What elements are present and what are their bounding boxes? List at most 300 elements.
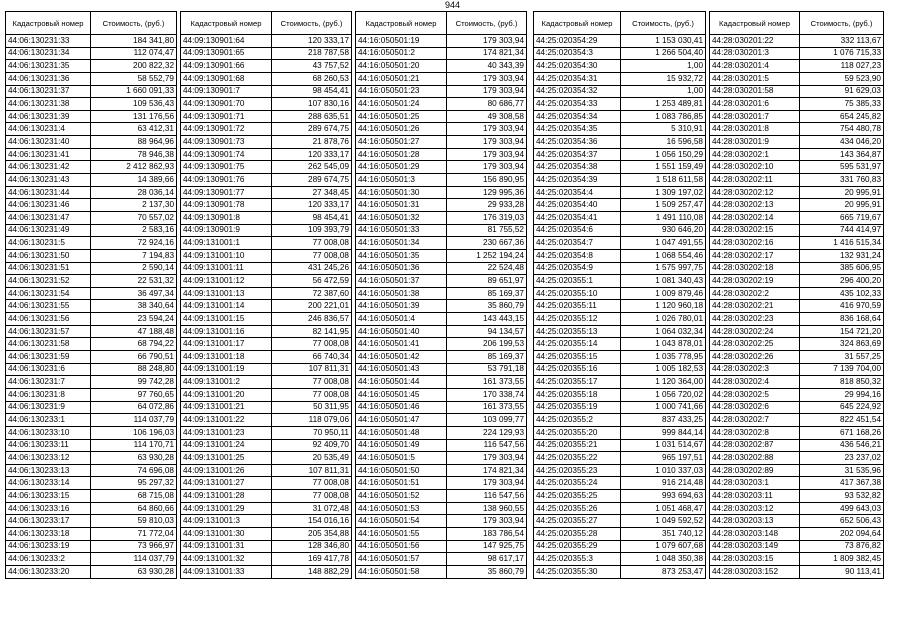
table-row [181, 287, 352, 300]
cadastral-number-cell: 44:16:050501:31 [356, 199, 447, 212]
table-row [534, 502, 706, 515]
cost-cell: 120 333,17 [272, 35, 352, 48]
cost-cell: 107 811,31 [272, 464, 352, 477]
cadastral-number-cell: 44:09:131001:15 [181, 313, 272, 326]
cadastral-number-cell: 44:06:130233:17 [6, 515, 91, 528]
cadastral-number-cell: 44:28:030202:14 [710, 211, 800, 224]
cost-cell: 93 532,82 [800, 490, 884, 503]
table-header-row [356, 12, 527, 35]
cost-cell: 21 878,76 [272, 136, 352, 149]
cadastral-number-cell: 44:25:020355:18 [534, 388, 621, 401]
cadastral-number-cell: 44:16:050501:25 [356, 110, 447, 123]
table-row [6, 515, 177, 528]
cadastral-number-cell: 44:06:130233:16 [6, 502, 91, 515]
cost-cell: 2 412 862,93 [91, 161, 177, 174]
cost-cell: 47 188,48 [91, 325, 177, 338]
cost-cell: 1,00 [621, 85, 706, 98]
cadastral-number-cell: 44:25:020355:12 [534, 313, 621, 326]
table-row [6, 376, 177, 389]
cost-cell: 71 772,04 [91, 527, 177, 540]
table-row [6, 110, 177, 123]
cadastral-number-cell: 44:09:130901:8 [181, 211, 272, 224]
cadastral-number-cell: 44:25:020354:9 [534, 262, 621, 275]
cost-cell: 179 303,94 [447, 161, 527, 174]
cadastral-number-cell: 44:09:131001:21 [181, 401, 272, 414]
cadastral-number-cell: 44:16:050501:53 [356, 502, 447, 515]
cadastral-number-cell: 44:25:020355:1 [534, 275, 621, 288]
cost-cell: 179 303,94 [447, 452, 527, 465]
cost-cell: 200 221,01 [272, 300, 352, 313]
cost-cell: 179 303,94 [447, 123, 527, 136]
cadastral-number-cell: 44:25:020354:29 [534, 35, 621, 48]
cost-cell: 112 074,47 [91, 47, 177, 60]
cost-cell: 80 686,77 [447, 98, 527, 111]
cadastral-number-cell: 44:06:130231:39 [6, 110, 91, 123]
cost-cell: 88 964,96 [91, 136, 177, 149]
cadastral-number-cell: 44:09:131001:20 [181, 388, 272, 401]
table-row [356, 224, 527, 237]
table-row [181, 313, 352, 326]
table-row [181, 237, 352, 250]
cadastral-number-cell: 44:16:050501:29 [356, 161, 447, 174]
cost-cell: 645 224,92 [800, 401, 884, 414]
cost-cell: 818 850,32 [800, 376, 884, 389]
cadastral-number-cell: 44:06:130233:11 [6, 439, 91, 452]
cost-cell: 822 451,54 [800, 414, 884, 427]
table-row [181, 452, 352, 465]
cost-cell: 183 786,54 [447, 527, 527, 540]
table-row [356, 136, 527, 149]
cadastral-number-cell: 44:16:050501:41 [356, 338, 447, 351]
table-row [534, 388, 706, 401]
cadastral-number-cell: 44:25:020354:36 [534, 136, 621, 149]
cost-cell: 90 113,41 [800, 565, 884, 578]
cadastral-number-cell: 44:28:030202:17 [710, 249, 800, 262]
cadastral-table-5 [709, 11, 884, 579]
cadastral-number-cell: 44:28:030202:12 [710, 186, 800, 199]
cost-cell: 930 646,20 [621, 224, 706, 237]
cadastral-number-cell: 44:06:130231:41 [6, 148, 91, 161]
cost-cell: 98 454,41 [272, 85, 352, 98]
cost-cell: 262 545,09 [272, 161, 352, 174]
cadastral-number-cell: 44:16:050501:19 [356, 35, 447, 48]
cadastral-number-cell: 44:25:020355:27 [534, 515, 621, 528]
table-row [356, 376, 527, 389]
cost-cell: 148 882,29 [272, 565, 352, 578]
cost-cell: 63 930,28 [91, 565, 177, 578]
cadastral-number-cell: 44:25:020354:32 [534, 85, 621, 98]
cost-cell: 23 594,24 [91, 313, 177, 326]
cost-cell: 81 755,52 [447, 224, 527, 237]
cost-cell: 1 079 607,68 [621, 540, 706, 553]
cadastral-number-cell: 44:06:130233:1 [6, 414, 91, 427]
cost-cell: 179 303,94 [447, 477, 527, 490]
table-row [710, 490, 884, 503]
table-header-row [710, 12, 884, 35]
cost-cell: 98 454,41 [272, 211, 352, 224]
cadastral-number-cell: 44:06:130233:10 [6, 426, 91, 439]
cost-cell: 31 535,96 [800, 464, 884, 477]
table-row [6, 174, 177, 187]
table-row [356, 148, 527, 161]
table-row [356, 452, 527, 465]
cost-cell: 1 518 611,58 [621, 174, 706, 187]
table-row [181, 464, 352, 477]
cadastral-number-cell: 44:28:030201:58 [710, 85, 800, 98]
cost-cell: 64 860,66 [91, 502, 177, 515]
table-row [710, 136, 884, 149]
cadastral-number-cell: 44:16:050501:57 [356, 553, 447, 566]
table-row [710, 224, 884, 237]
cost-cell: 417 367,38 [800, 477, 884, 490]
table-row [356, 401, 527, 414]
table-row [6, 439, 177, 452]
table-row [181, 300, 352, 313]
cost-cell: 64 072,86 [91, 401, 177, 414]
cadastral-number-cell: 44:16:050501:43 [356, 363, 447, 376]
cost-cell: 179 303,94 [447, 136, 527, 149]
cadastral-number-cell: 44:06:130231:36 [6, 72, 91, 85]
table-row [356, 414, 527, 427]
table-row [710, 237, 884, 250]
cost-cell: 154 721,20 [800, 325, 884, 338]
table-row [534, 300, 706, 313]
table-row [710, 174, 884, 187]
cost-cell: 1 000 741,66 [621, 401, 706, 414]
cadastral-number-cell: 44:25:020354:3 [534, 47, 621, 60]
table-row [356, 338, 527, 351]
cadastral-number-cell: 44:09:130901:70 [181, 98, 272, 111]
cost-cell: 206 199,53 [447, 338, 527, 351]
table-row [356, 388, 527, 401]
cost-cell: 27 348,45 [272, 186, 352, 199]
cadastral-number-cell: 44:16:050501:40 [356, 325, 447, 338]
cost-cell: 106 196,03 [91, 426, 177, 439]
cost-cell: 129 995,36 [447, 186, 527, 199]
cadastral-number-cell: 44:28:030201:9 [710, 136, 800, 149]
cadastral-number-cell: 44:16:050501:3 [356, 174, 447, 187]
table-row [534, 338, 706, 351]
cadastral-number-cell: 44:09:131001:18 [181, 351, 272, 364]
header-cost: Стоимость, (руб.) [91, 12, 177, 35]
cost-cell: 77 008,08 [272, 388, 352, 401]
table-row [534, 148, 706, 161]
cost-cell: 200 822,32 [91, 60, 177, 73]
header-cadastral-number: Кадастровый номер [534, 12, 621, 35]
cost-cell: 7 194,83 [91, 249, 177, 262]
cadastral-number-cell: 44:16:050501:51 [356, 477, 447, 490]
cadastral-number-cell: 44:06:130231:46 [6, 199, 91, 212]
cadastral-number-cell: 44:09:130901:9 [181, 224, 272, 237]
cadastral-number-cell: 44:09:131001:23 [181, 426, 272, 439]
cost-cell: 1 416 515,34 [800, 237, 884, 250]
cost-cell: 246 836,57 [272, 313, 352, 326]
cadastral-number-cell: 44:09:131001:13 [181, 287, 272, 300]
cost-cell: 91 629,03 [800, 85, 884, 98]
cadastral-number-cell: 44:28:030202:2 [710, 287, 800, 300]
table-row [534, 439, 706, 452]
cadastral-number-cell: 44:25:020354:33 [534, 98, 621, 111]
table-row [181, 515, 352, 528]
table-row [181, 98, 352, 111]
cost-cell: 59 810,03 [91, 515, 177, 528]
cadastral-number-cell: 44:28:030202:19 [710, 275, 800, 288]
cost-cell: 66 790,51 [91, 351, 177, 364]
table-row [534, 401, 706, 414]
cadastral-number-cell: 44:28:030202:23 [710, 313, 800, 326]
cost-cell: 23 237,02 [800, 452, 884, 465]
table-row [534, 477, 706, 490]
table-row [181, 123, 352, 136]
table-row [710, 515, 884, 528]
cost-cell: 1 266 504,40 [621, 47, 706, 60]
cost-cell: 107 811,31 [272, 363, 352, 376]
cost-cell: 836 168,64 [800, 313, 884, 326]
header-cost: Стоимость, (руб.) [621, 12, 706, 35]
cost-cell: 107 830,16 [272, 98, 352, 111]
cost-cell: 1 056 150,29 [621, 148, 706, 161]
cost-cell: 59 523,90 [800, 72, 884, 85]
table-row [534, 452, 706, 465]
table-row [356, 275, 527, 288]
cost-cell: 118 079,06 [272, 414, 352, 427]
cadastral-number-cell: 44:25:020355:26 [534, 502, 621, 515]
cadastral-number-cell: 44:09:130901:75 [181, 161, 272, 174]
cadastral-number-cell: 44:25:020355:11 [534, 300, 621, 313]
cost-cell: 435 102,33 [800, 287, 884, 300]
cost-cell: 138 960,55 [447, 502, 527, 515]
cadastral-number-cell: 44:09:131001:2 [181, 376, 272, 389]
cadastral-number-cell: 44:16:050501:42 [356, 351, 447, 364]
cadastral-number-cell: 44:28:030203:12 [710, 502, 800, 515]
table-row [356, 540, 527, 553]
table-row [710, 376, 884, 389]
cadastral-number-cell: 44:25:020355:25 [534, 490, 621, 503]
cadastral-number-cell: 44:25:020355:2 [534, 414, 621, 427]
cadastral-number-cell: 44:25:020355:15 [534, 351, 621, 364]
cost-cell: 1 551 159,49 [621, 161, 706, 174]
cost-cell: 77 008,08 [272, 376, 352, 389]
cost-cell: 1 076 715,33 [800, 47, 884, 60]
cadastral-number-cell: 44:25:020354:41 [534, 211, 621, 224]
cadastral-number-cell: 44:25:020354:35 [534, 123, 621, 136]
table-row [6, 237, 177, 250]
cadastral-number-cell: 44:09:131001:31 [181, 540, 272, 553]
cadastral-number-cell: 44:09:131001:16 [181, 325, 272, 338]
cost-cell: 332 113,67 [800, 35, 884, 48]
cost-cell: 98 617,17 [447, 553, 527, 566]
cost-cell: 40 343,39 [447, 60, 527, 73]
table-row [710, 262, 884, 275]
cost-cell: 156 890,95 [447, 174, 527, 187]
cost-cell: 89 651,97 [447, 275, 527, 288]
table-row [710, 148, 884, 161]
cost-cell: 29 933,28 [447, 199, 527, 212]
cost-cell: 224 129,93 [447, 426, 527, 439]
table-row [6, 148, 177, 161]
table-row [356, 464, 527, 477]
table-row [356, 553, 527, 566]
cost-cell: 754 480,78 [800, 123, 884, 136]
cadastral-number-cell: 44:16:050501:38 [356, 287, 447, 300]
table-row [6, 262, 177, 275]
table-row [710, 300, 884, 313]
page-number: 944 [444, 0, 461, 10]
table-row [534, 85, 706, 98]
cadastral-number-cell: 44:16:050501:20 [356, 60, 447, 73]
table-row [6, 464, 177, 477]
table-row [710, 388, 884, 401]
cadastral-number-cell: 44:09:131001:1 [181, 237, 272, 250]
cadastral-number-cell: 44:28:030202:8 [710, 426, 800, 439]
table-row [534, 35, 706, 48]
table-row [356, 211, 527, 224]
cadastral-number-cell: 44:09:131001:22 [181, 414, 272, 427]
table-row [710, 452, 884, 465]
cost-cell: 595 531,97 [800, 161, 884, 174]
table-row [6, 72, 177, 85]
table-row [534, 262, 706, 275]
cost-cell: 1,00 [621, 60, 706, 73]
cost-cell: 28 036,14 [91, 186, 177, 199]
cadastral-number-cell: 44:25:020354:39 [534, 174, 621, 187]
cost-cell: 179 303,94 [447, 85, 527, 98]
cadastral-number-cell: 44:16:050501:5 [356, 452, 447, 465]
cadastral-number-cell: 44:09:130901:71 [181, 110, 272, 123]
table-row [181, 325, 352, 338]
cost-cell: 88 248,80 [91, 363, 177, 376]
table-row [356, 85, 527, 98]
table-row [6, 60, 177, 73]
cadastral-number-cell: 44:06:130231:51 [6, 262, 91, 275]
cost-cell: 1 120 960,18 [621, 300, 706, 313]
cadastral-number-cell: 44:28:030203:152 [710, 565, 800, 578]
table-row [356, 477, 527, 490]
table-row [710, 35, 884, 48]
cost-cell: 77 008,08 [272, 338, 352, 351]
cadastral-number-cell: 44:06:130233:2 [6, 553, 91, 566]
cadastral-number-cell: 44:06:130231:47 [6, 211, 91, 224]
cost-cell: 31 072,48 [272, 502, 352, 515]
table-row [710, 401, 884, 414]
cost-cell: 109 393,79 [272, 224, 352, 237]
table-row [181, 148, 352, 161]
cost-cell: 1 051 468,47 [621, 502, 706, 515]
cadastral-number-cell: 44:09:130901:68 [181, 72, 272, 85]
cadastral-number-cell: 44:06:130231:34 [6, 47, 91, 60]
cost-cell: 29 994,16 [800, 388, 884, 401]
cadastral-number-cell: 44:06:130231:50 [6, 249, 91, 262]
cadastral-number-cell: 44:09:131001:33 [181, 565, 272, 578]
table-row [710, 540, 884, 553]
cadastral-table-1 [5, 11, 177, 579]
cost-cell: 665 719,67 [800, 211, 884, 224]
table-row [356, 565, 527, 578]
cost-cell: 1 575 997,75 [621, 262, 706, 275]
cadastral-number-cell: 44:16:050501:35 [356, 249, 447, 262]
cadastral-number-cell: 44:09:131001:3 [181, 515, 272, 528]
cadastral-number-cell: 44:06:130233:18 [6, 527, 91, 540]
cadastral-number-cell: 44:25:020355:3 [534, 553, 621, 566]
cadastral-number-cell: 44:28:030203:15 [710, 553, 800, 566]
table-row [534, 464, 706, 477]
table-row [181, 136, 352, 149]
cost-cell: 120 333,17 [272, 148, 352, 161]
table-row [356, 490, 527, 503]
cost-cell: 16 596,58 [621, 136, 706, 149]
cost-cell: 92 409,70 [272, 439, 352, 452]
cost-cell: 75 385,33 [800, 98, 884, 111]
cadastral-table-4 [533, 11, 706, 579]
table-row [356, 199, 527, 212]
cadastral-number-cell: 44:06:130231:58 [6, 338, 91, 351]
table-row [710, 351, 884, 364]
cost-cell: 82 141,95 [272, 325, 352, 338]
cadastral-number-cell: 44:16:050501:34 [356, 237, 447, 250]
cost-cell: 70 557,02 [91, 211, 177, 224]
cost-cell: 218 787,58 [272, 47, 352, 60]
table-row [181, 249, 352, 262]
cadastral-number-cell: 44:16:050501:47 [356, 414, 447, 427]
cost-cell: 1 083 786,85 [621, 110, 706, 123]
cadastral-number-cell: 44:25:020354:37 [534, 148, 621, 161]
cost-cell: 179 303,94 [447, 515, 527, 528]
table-row [534, 249, 706, 262]
cost-cell: 68 794,22 [91, 338, 177, 351]
cadastral-number-cell: 44:25:020355:20 [534, 426, 621, 439]
cost-cell: 5 310,91 [621, 123, 706, 136]
cost-cell: 385 606,95 [800, 262, 884, 275]
table-row [181, 211, 352, 224]
cost-cell: 1 064 032,34 [621, 325, 706, 338]
cadastral-number-cell: 44:16:050501:33 [356, 224, 447, 237]
table-row [534, 363, 706, 376]
cadastral-number-cell: 44:06:130231:54 [6, 287, 91, 300]
cadastral-number-cell: 44:16:050501:46 [356, 401, 447, 414]
cost-cell: 1 809 382,45 [800, 553, 884, 566]
table-row [6, 224, 177, 237]
cost-cell: 431 245,26 [272, 262, 352, 275]
cost-cell: 74 696,08 [91, 464, 177, 477]
cadastral-number-cell: 44:16:050501:26 [356, 123, 447, 136]
table-row [6, 477, 177, 490]
cost-cell: 1 081 340,43 [621, 275, 706, 288]
table-row [181, 401, 352, 414]
table-row [534, 325, 706, 338]
cadastral-number-cell: 44:09:131001:17 [181, 338, 272, 351]
cadastral-number-cell: 44:16:050501:56 [356, 540, 447, 553]
table-row [181, 527, 352, 540]
cost-cell: 161 373,55 [447, 401, 527, 414]
table-row [710, 363, 884, 376]
table-row [534, 540, 706, 553]
cost-cell: 289 674,75 [272, 174, 352, 187]
cost-cell: 63 412,31 [91, 123, 177, 136]
cost-cell: 1 509 257,47 [621, 199, 706, 212]
cadastral-number-cell: 44:06:130231:5 [6, 237, 91, 250]
cost-cell: 77 008,08 [272, 490, 352, 503]
cadastral-number-cell: 44:09:130901:78 [181, 199, 272, 212]
cadastral-number-cell: 44:28:030202:26 [710, 351, 800, 364]
cadastral-number-cell: 44:28:030203:13 [710, 515, 800, 528]
cadastral-number-cell: 44:28:030202:10 [710, 161, 800, 174]
cadastral-number-cell: 44:09:131001:19 [181, 363, 272, 376]
table-row [181, 338, 352, 351]
cost-cell: 78 946,38 [91, 148, 177, 161]
table-row [181, 174, 352, 187]
cost-cell: 20 995,91 [800, 199, 884, 212]
cost-cell: 114 037,79 [91, 414, 177, 427]
